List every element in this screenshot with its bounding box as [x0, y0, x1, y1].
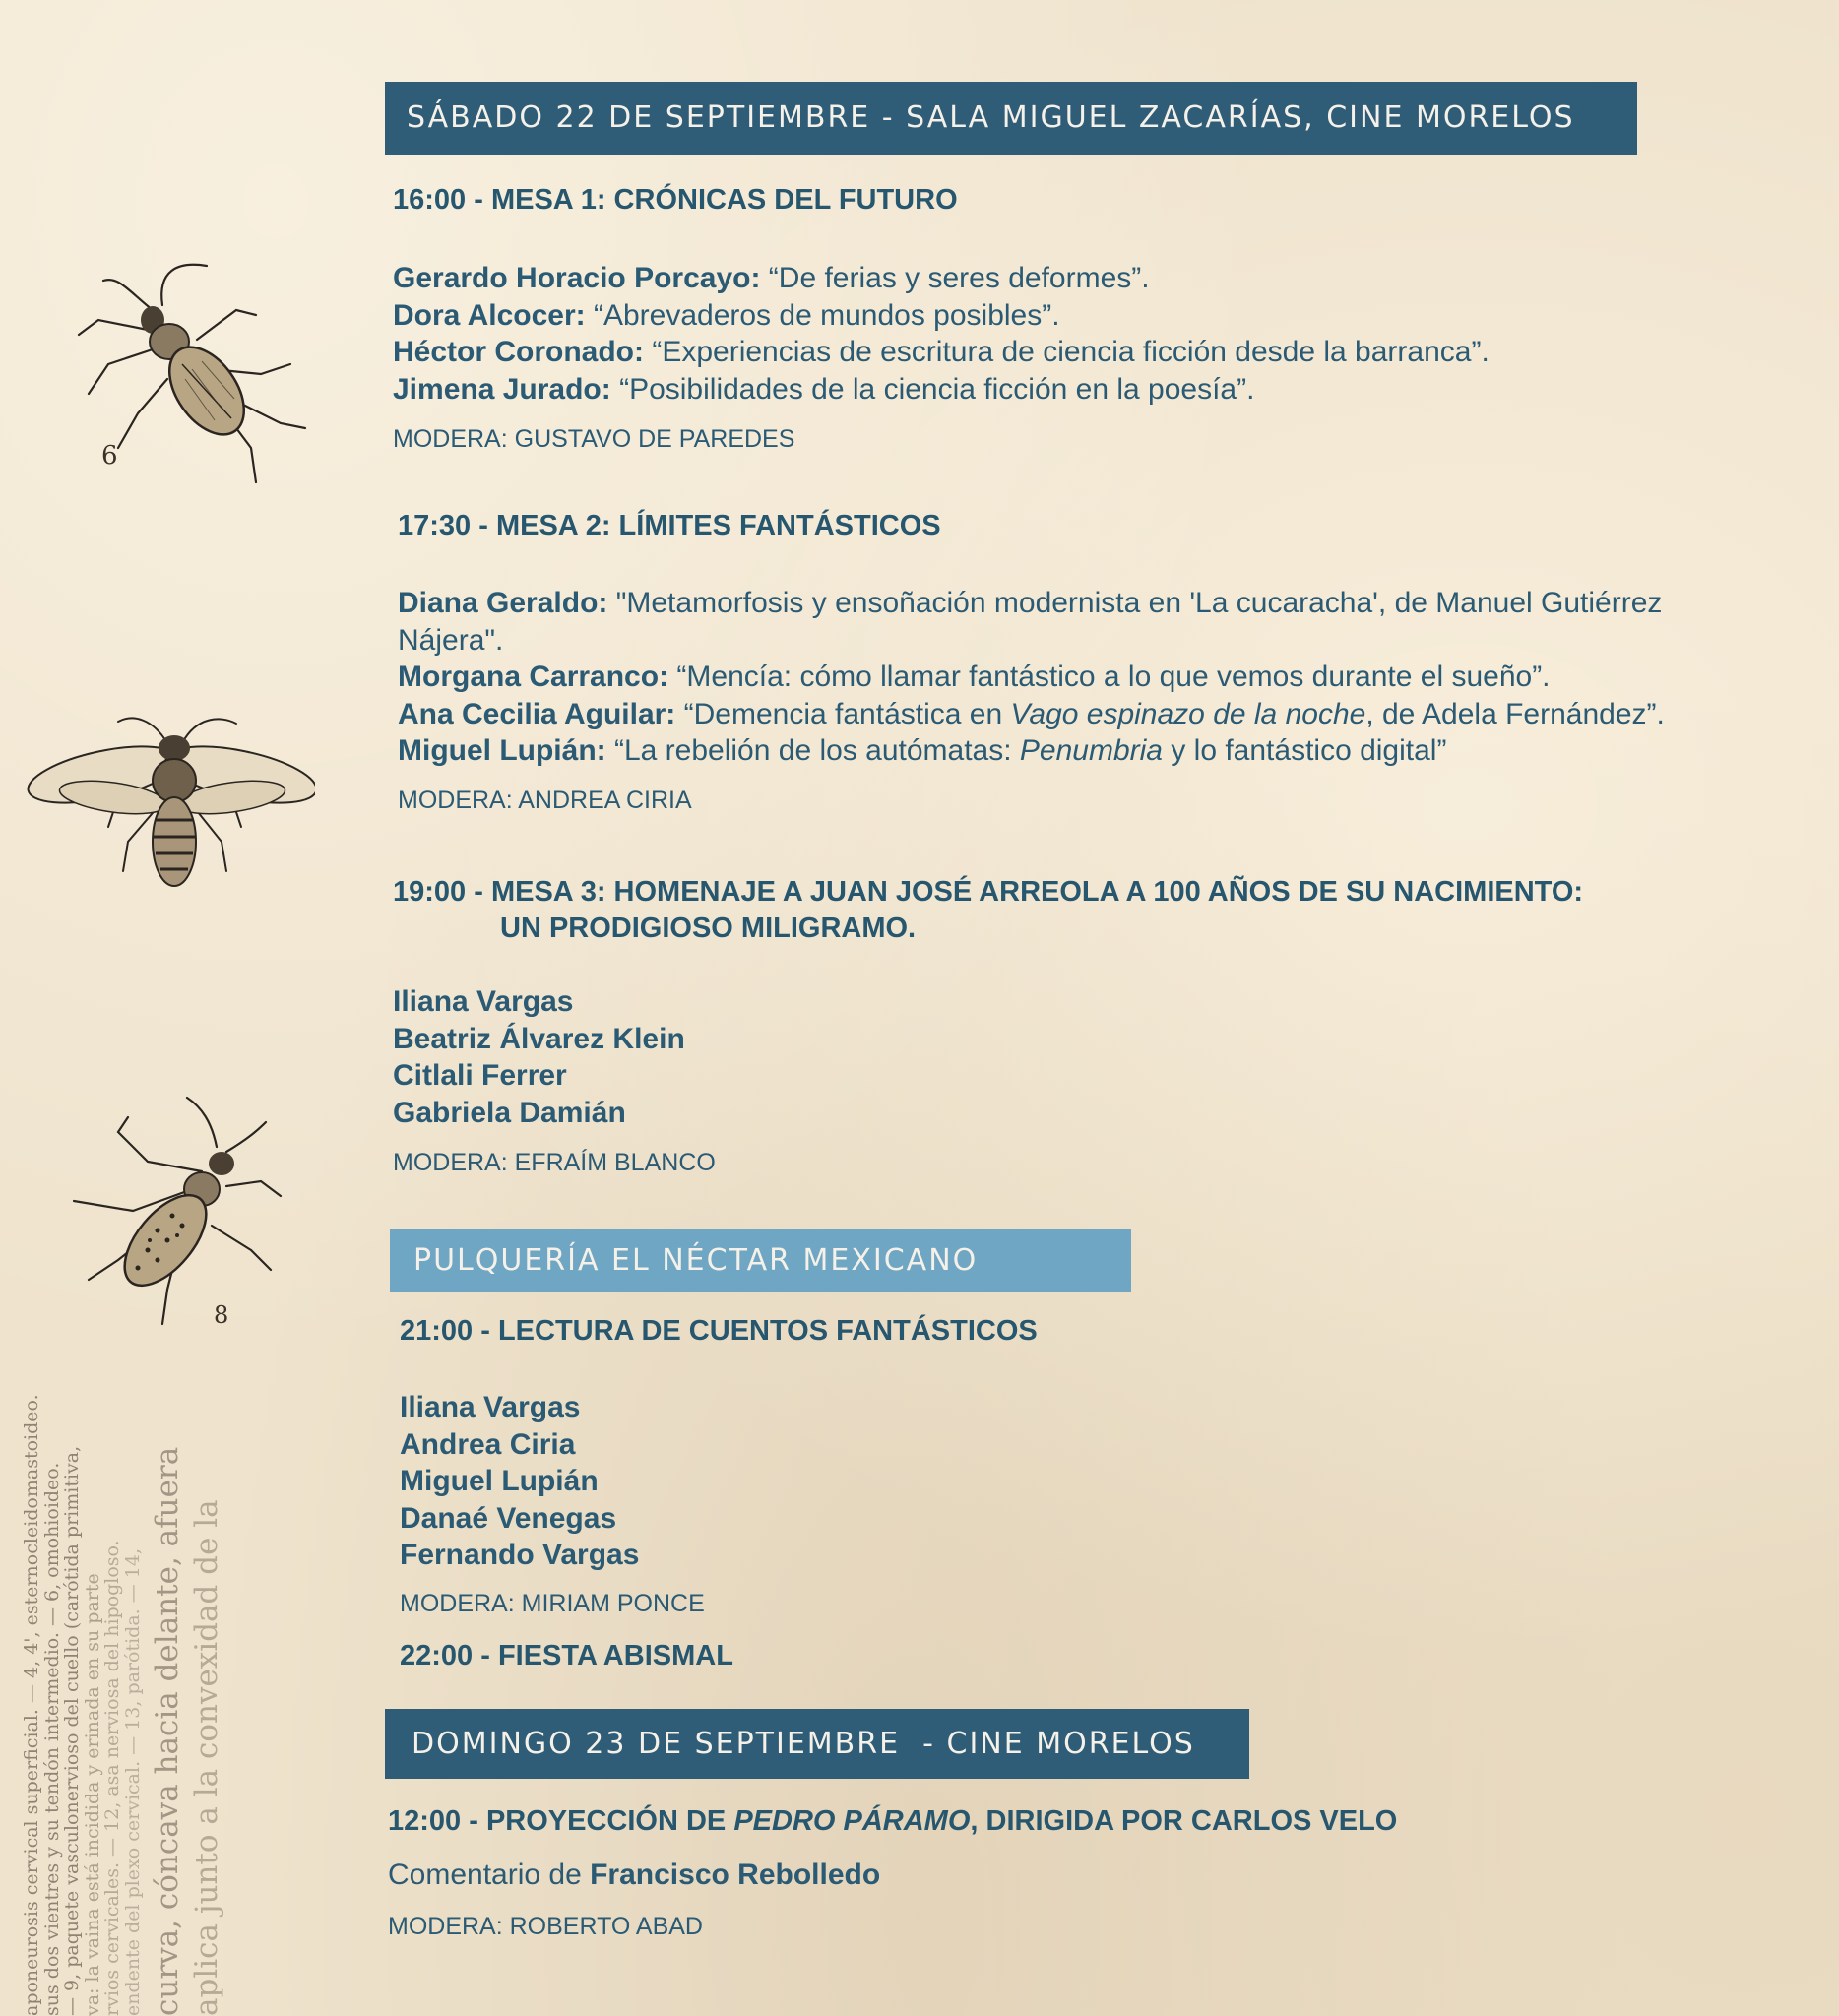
panel3-heading-line1: 19:00 - MESA 3: HOMENAJE A JUAN JOSÉ ARREOLA A 100 AÑOS DE SU NACIMIENTO: [393, 876, 1584, 908]
panel2-moderator: MODERA: ANDREA CIRIA [398, 787, 692, 814]
reading-moderator: MODERA: MIRIAM PONCE [400, 1590, 705, 1617]
talk-item [398, 732, 1665, 770]
panel1-heading: 16:00 - MESA 1: CRÓNICAS DEL FUTURO [393, 184, 958, 216]
reading-participants [400, 1389, 639, 1574]
screening-heading-post: , DIRIGIDA POR CARLOS VELO [970, 1805, 1398, 1837]
sunday-banner-text: DOMINGO 23 DE SEPTIEMBRE - CINE MORELOS [412, 1727, 1195, 1761]
talk-title-pre: “La rebelión de los autómatas: [613, 734, 1020, 767]
background-text-line: curva, cóncava hacia delante, afuera [150, 1446, 185, 2016]
talk-title: “Abrevaderos de mundos posibles”. [593, 298, 1060, 332]
participant-name: Danaé Venegas [400, 1501, 617, 1535]
saturday-banner [385, 82, 1637, 155]
speaker-name: Ana Cecilia Aguilar: [398, 697, 676, 730]
beetle-figure-number: 6 [101, 441, 118, 471]
talk-title-pre: “Demencia fantástica en [683, 697, 1011, 730]
background-text-line: aponeurosis cervical superficial. — 4, 4', esternocleidomastoideo. [21, 1394, 42, 2016]
beetle-figure-number: 8 [214, 1301, 229, 1329]
panel1-moderator: MODERA: GUSTAVO DE PAREDES [393, 425, 795, 453]
talk-item-continuation: Nájera". [398, 623, 504, 657]
screening-heading-pre: 12:00 - PROYECCIÓN DE [388, 1805, 734, 1837]
background-text-line: sus dos vientres y su tendón intermedio. — 6, omohioideo. [40, 1462, 63, 2016]
film-title: PEDRO PÁRAMO [733, 1805, 971, 1837]
reading-heading: 21:00 - LECTURA DE CUENTOS FANTÁSTICOS [400, 1315, 1038, 1347]
commentator-name: Francisco Rebolledo [590, 1858, 881, 1891]
speaker-name: Héctor Coronado: [393, 336, 644, 368]
speaker-name: Dora Alcocer: [393, 298, 586, 332]
screening-moderator: MODERA: ROBERTO ABAD [388, 1913, 703, 1940]
participant-name: Gabriela Damián [393, 1096, 626, 1129]
screening-heading [388, 1805, 1397, 1838]
pulqueria-banner [390, 1228, 1131, 1292]
participant-name: Beatriz Álvarez Klein [393, 1022, 685, 1055]
speaker-name: Diana Geraldo: [398, 587, 608, 619]
talk-title-post: , de Adela Fernández”. [1365, 697, 1665, 730]
screening-comment [388, 1858, 880, 1892]
background-text-line: — 9, paquete vasculonervioso del cuello (carótida primitiva, [61, 1445, 83, 2016]
panel2-heading: 17:30 - MESA 2: LÍMITES FANTÁSTICOS [398, 510, 941, 541]
speaker-name: Jimena Jurado: [393, 372, 611, 406]
talk-title: “Posibilidades de la ciencia ficción en la poesía”. [619, 372, 1255, 406]
panel3-heading-line2: UN PRODIGIOSO MILIGRAMO. [500, 913, 917, 944]
talk-item [393, 334, 1490, 371]
talk-title: "Metamorfosis y ensoñación modernista en 'La cucaracha', de Manuel Gutiérrez [615, 587, 1663, 619]
participant-name: Citlali Ferrer [393, 1059, 567, 1092]
talk-item [393, 260, 1490, 297]
speaker-name: Morgana Carranco: [398, 661, 669, 693]
background-text-line: rvios cervicales. — 12, asa nerviosa del hipogloso. [101, 1540, 123, 2016]
wasp-illustration-icon [25, 704, 315, 896]
talk-title: “De ferias y seres deformes”. [768, 262, 1150, 294]
talk-item [398, 696, 1665, 733]
book-title: Vago espinazo de la noche [1010, 697, 1366, 730]
party-heading: 22:00 - FIESTA ABISMAL [400, 1640, 733, 1671]
participant-name: Iliana Vargas [393, 985, 574, 1018]
panel3-participants [393, 983, 685, 1131]
panel3-moderator: MODERA: EFRAÍM BLANCO [393, 1149, 716, 1176]
participant-name: Andrea Ciria [400, 1427, 576, 1461]
background-text-line: aplica junto a la convexidad de la [189, 1499, 224, 2016]
participant-name: Iliana Vargas [400, 1391, 581, 1423]
panel3-heading [393, 874, 1583, 947]
comment-label: Comentario de [388, 1858, 591, 1891]
talk-title: “Experiencias de escritura de ciencia ficción desde la barranca”. [652, 336, 1490, 368]
panel1-talks [393, 260, 1490, 408]
background-text-line: va: la vaina está incidida y erinada en su parte [81, 1573, 103, 2016]
work-title: Penumbria [1019, 734, 1163, 767]
participant-name: Fernando Vargas [400, 1539, 640, 1571]
background-text-block [0, 1309, 236, 2016]
speaker-name: Gerardo Horacio Porcayo: [393, 262, 761, 294]
sunday-banner [385, 1709, 1249, 1779]
beetle-illustration-icon [59, 251, 315, 492]
speaker-name: Miguel Lupián: [398, 734, 606, 767]
pulqueria-banner-text: PULQUERÍA EL NÉCTAR MEXICANO [413, 1243, 979, 1278]
talk-item [398, 585, 1665, 622]
talk-item [398, 659, 1665, 696]
background-text-line: endente del plexo cervical. — 13, parótida. — 14, [121, 1548, 144, 2016]
saturday-banner-text: SÁBADO 22 DE SEPTIEMBRE - SALA MIGUEL ZACARÍAS, CINE MORELOS [407, 100, 1575, 135]
talk-item [393, 297, 1490, 335]
participant-name: Miguel Lupián [400, 1465, 599, 1497]
talk-title-post: y lo fantástico digital” [1162, 734, 1447, 767]
talk-title: “Mencía: cómo llamar fantástico a lo que vemos durante el sueño”. [676, 661, 1551, 693]
talk-item [393, 371, 1490, 409]
panel2-talks [398, 585, 1665, 770]
longhorn-beetle-illustration-icon [39, 1093, 285, 1334]
